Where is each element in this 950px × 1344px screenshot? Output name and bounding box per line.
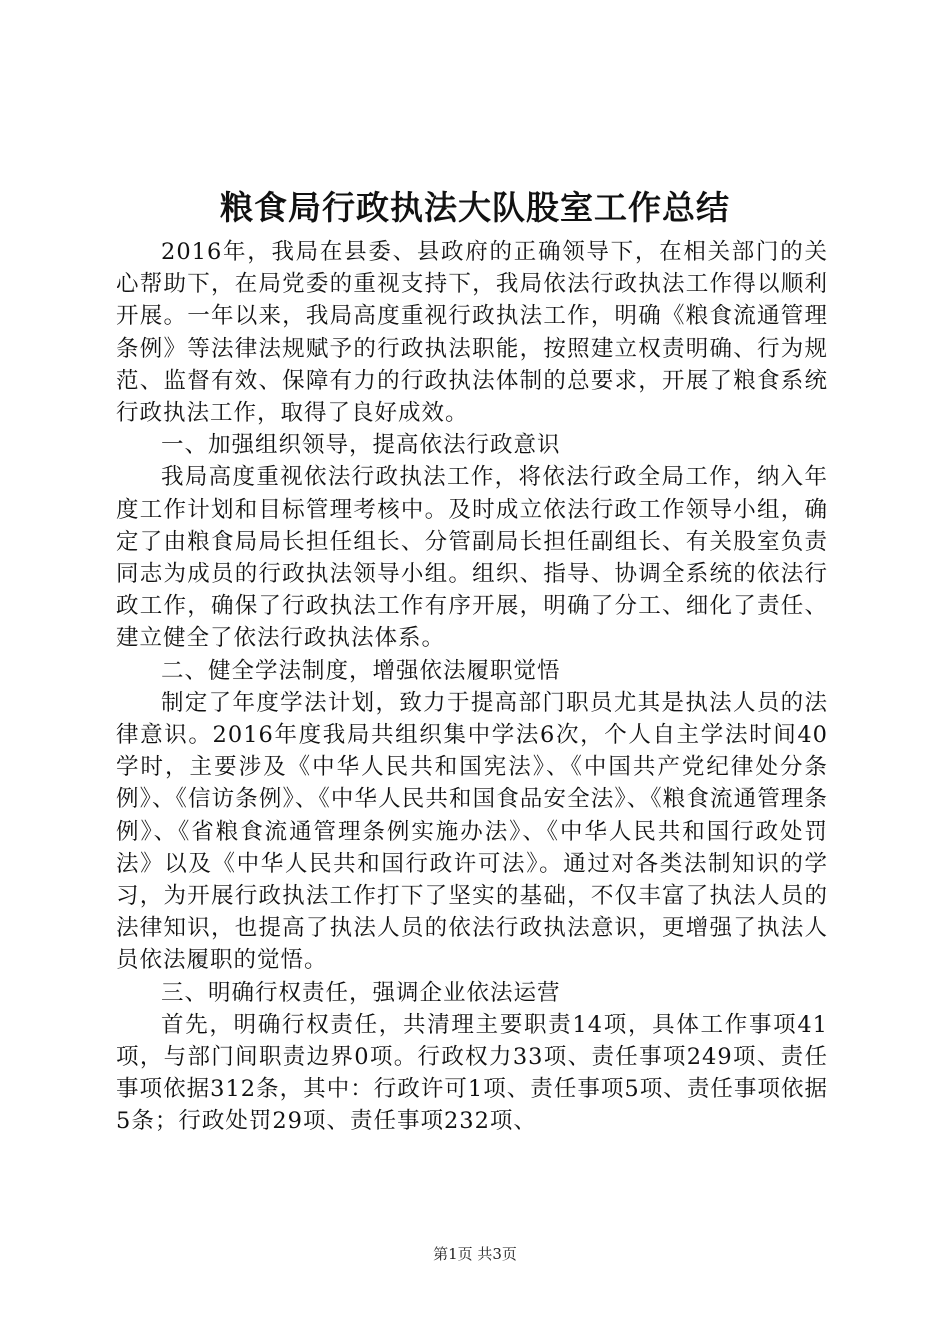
document-title: 粮食局行政执法大队股室工作总结 [220, 188, 730, 227]
section-paragraph-3: 首先，明确行权责任，共清理主要职责14项，具体工作事项41项，与部门间职责边界0项。行政权力33项、责任事项249项、责任事项依据312条，其中：行政许可1项、责任事项5项、责任事项依据5条；行政处罚29项、责任事项232项、 [116, 1011, 828, 1135]
section-paragraph-2: 制定了年度学法计划，致力于提高部门职员尤其是执法人员的法律意识。2016年度我局共组织集中学法6次，个人自主学法时间40学时，主要涉及《中华人民共和国宪法》、《中国共产党纪律处分条例》、《信访条例》、《中华人民共和国食品安全法》、《粮食流通管理条例》、《省粮食流通管理条例实施办法》、《中华人民共和国行政处罚法》以及《中华人民共和国行政许可法》。通过对各类法制知识的学习，为开展行政执法工作打下了坚实的基础，不仅丰富了执法人员的法律知识，也提高了执法人员的依法行政执法意识，更增强了执法人员依法履职的觉悟。 [116, 689, 828, 974]
section-paragraph-1: 我局高度重视依法行政执法工作，将依法行政全局工作，纳入年度工作计划和目标管理考核中。及时成立依法行政工作领导小组，确定了由粮食局局长担任组长、分管副局长担任副组长、有关股室负责同志为成员的行政执法领导小组。组织、指导、协调全系统的依法行政工作，确保了行政执法工作有序开展，明确了分工、细化了责任、建立健全了依法行政执法体系。 [116, 464, 828, 652]
section-heading-1: 一、加强组织领导，提高依法行政意识 [161, 432, 561, 459]
document-body [116, 236, 828, 1138]
section-heading-3: 三、明确行权责任，强调企业依法运营 [161, 979, 561, 1006]
section-heading-2: 二、健全学法制度，增强依法履职觉悟 [161, 657, 561, 684]
page-number-footer: 第1页 共3页 [433, 1245, 517, 1263]
intro-paragraph: 2016年，我局在县委、县政府的正确领导下，在相关部门的关心帮助下，在局党委的重视支持下，我局依法行政执法工作得以顺利开展。一年以来，我局高度重视行政执法工作，明确《粮食流通管理条例》等法律法规赋予的行政执法职能，按照建立权责明确、行为规范、监督有效、保障有力的行政执法体制的总要求，开展了粮食系统行政执法工作，取得了良好成效。 [116, 239, 828, 427]
